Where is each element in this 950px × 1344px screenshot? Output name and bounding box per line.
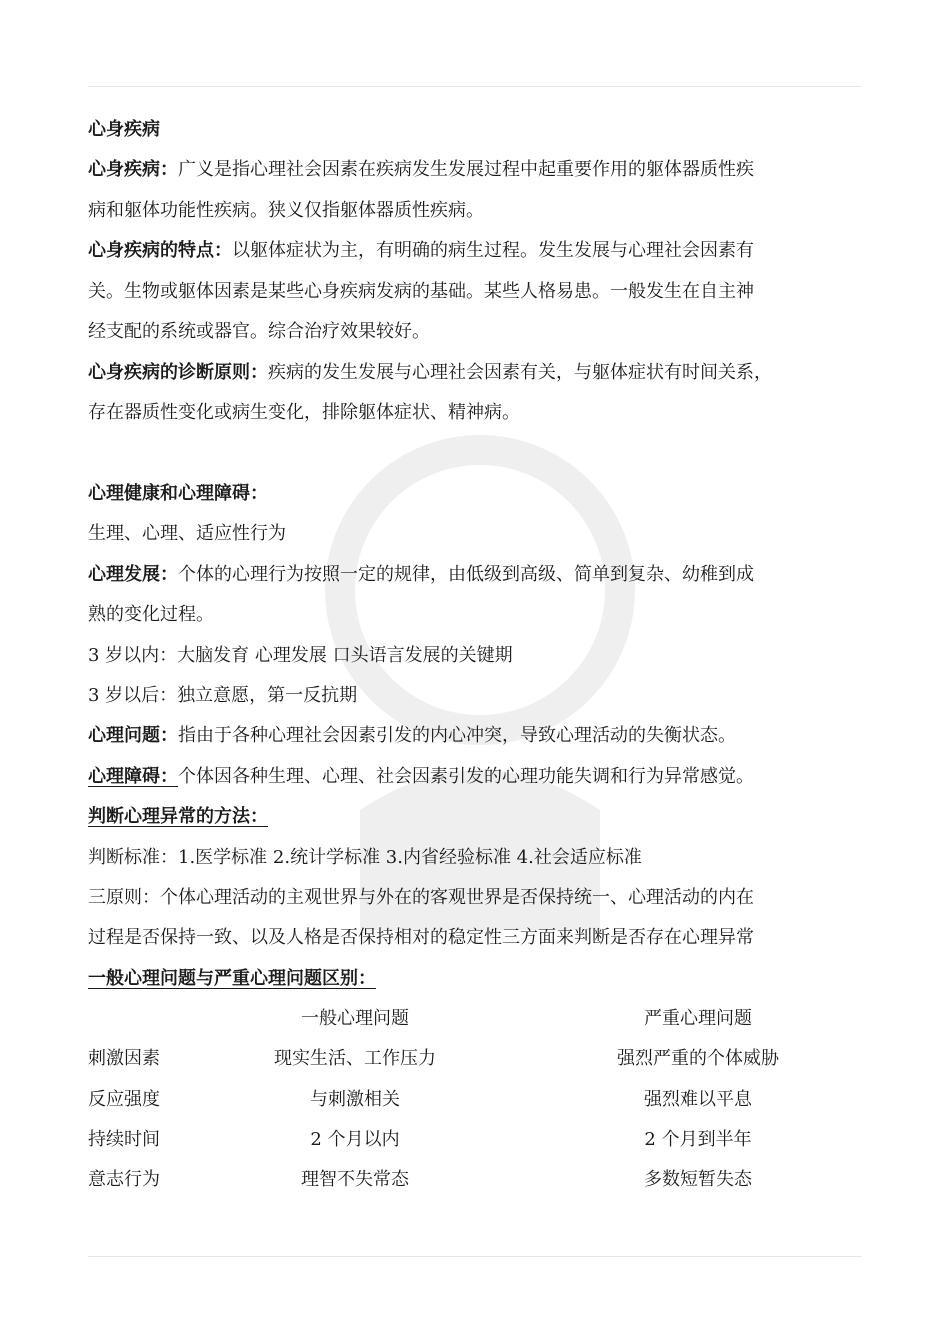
diagnosis-text-1: 疾病的发生发展与心理社会因素有关，与躯体症状有时间关系， [268,362,772,383]
definition-text-2: 病和躯体功能性疾病。狭义仅指躯体器质性疾病。 [88,200,484,221]
method-title: 判断心理异常的方法： [88,806,268,827]
features-term: 心身疾病的特点： [88,240,232,261]
development-text-2: 熟的变化过程。 [88,604,214,625]
table-row-label: 反应强度 [88,1089,160,1110]
table-cell-general: 理智不失常态 [301,1169,409,1190]
table-cell-general: 2 个月以内 [310,1129,400,1150]
physio-line: 生理、心理、适应性行为 [88,523,286,544]
diagnosis-line-1 [88,361,878,385]
diagnosis-text-2: 存在器质性变化或病生变化，排除躯体症状、精神病。 [88,402,520,423]
problem-term: 心理问题： [88,725,178,746]
disorder-term: 心理障碍： [88,766,178,787]
diagnosis-term: 心身疾病的诊断原则： [88,362,268,383]
table-cell-general: 与刺激相关 [310,1089,400,1110]
table-cell-severe: 多数短暂失态 [644,1169,752,1190]
table-cell-severe: 强烈严重的个体威胁 [617,1048,779,1069]
difference-title: 一般心理问题与严重心理问题区别： [88,968,376,989]
development-term: 心理发展： [88,564,178,585]
problem-text: 指由于各种心理社会因素引发的内心冲突，导致心理活动的失衡状态。 [178,725,736,746]
table-row-label: 刺激因素 [88,1048,160,1069]
development-text-1: 个体的心理行为按照一定的规律，由低级到高级、简单到复杂、幼稚到成 [178,564,754,585]
age-before-3: 3 岁以内：大脑发育 心理发展 口头语言发展的关键期 [88,645,513,666]
age-after-3: 3 岁以后：独立意愿，第一反抗期 [88,685,358,706]
principles-text-1: 三原则：个体心理活动的主观世界与外在的客观世界是否保持统一、心理活动的内在 [88,887,754,908]
definition-line-1 [88,158,878,182]
table-cell-severe: 强烈难以平息 [644,1089,752,1110]
section-title-psychosomatic: 心身疾病 [88,119,160,140]
features-text-1: 以躯体症状为主，有明确的病生过程。发生发展与心理社会因素有 [232,240,754,261]
features-text-3: 经支配的系统或器官。综合治疗效果较好。 [88,321,430,342]
table-cell-general: 现实生活、工作压力 [274,1048,436,1069]
standards-line: 判断标准：1.医学标准 2.统计学标准 3.内省经验标准 4.社会适应标准 [88,847,642,868]
table-header-general: 一般心理问题 [301,1008,409,1029]
definition-term: 心身疾病： [88,159,178,180]
top-divider [88,86,862,87]
table-row-label: 意志行为 [88,1169,160,1190]
table-header-severe: 严重心理问题 [644,1008,752,1029]
definition-text-1: 广义是指心理社会因素在疾病发生发展过程中起重要作用的躯体器质性疾 [178,159,754,180]
features-line-1 [88,239,878,263]
principles-text-2: 过程是否保持一致、以及人格是否保持相对的稳定性三方面来判断是否存在心理异常 [88,927,754,948]
bottom-divider [88,1256,862,1257]
table-cell-severe: 2 个月到半年 [644,1129,752,1150]
disorder-line [88,765,878,789]
problem-line [88,724,878,748]
disorder-text: 个体因各种生理、心理、社会因素引发的心理功能失调和行为异常感觉。 [178,766,754,787]
features-text-2: 关。生物或躯体因素是某些心身疾病发病的基础。某些人格易患。一般发生在自主神 [88,281,754,302]
section-title-mental-health: 心理健康和心理障碍： [88,483,268,504]
development-line-1 [88,563,878,587]
table-row-label: 持续时间 [88,1129,160,1150]
